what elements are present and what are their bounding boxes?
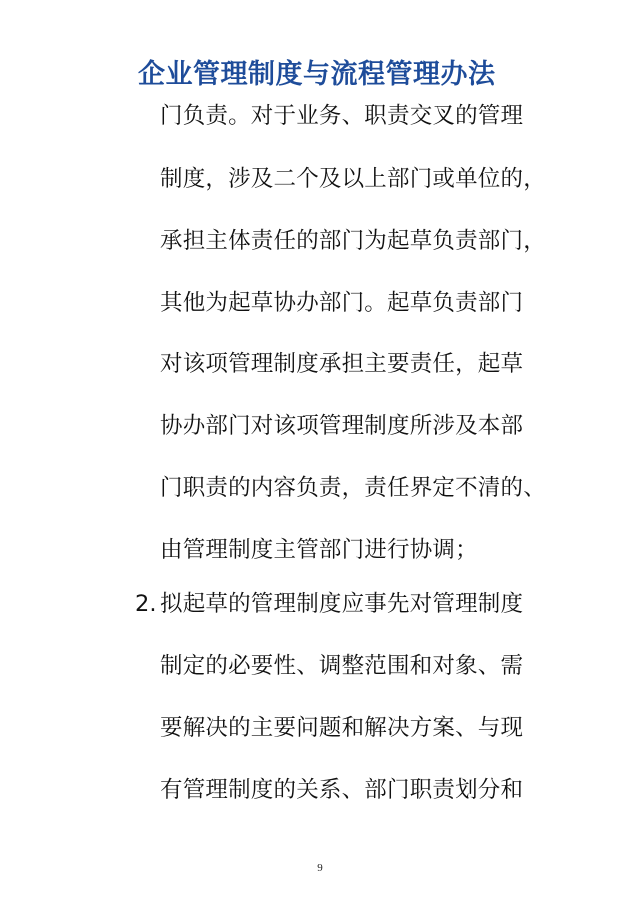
document-title: 企业管理制度与流程管理办法 xyxy=(138,59,496,90)
page-number: 9 xyxy=(317,862,323,874)
body-line: 承担主体责任的部门为起草负责部门， xyxy=(160,228,546,254)
body-line: 门职责的内容负责，责任界定不清的、 xyxy=(160,475,546,501)
body-line: 门负责。对于业务、职责交叉的管理 xyxy=(160,103,524,129)
body-line: 拟起草的管理制度应事先对管理制度 xyxy=(160,591,524,617)
body-line: 协办部门对该项管理制度所涉及本部 xyxy=(160,413,524,439)
body-line: 有管理制度的关系、部门职责划分和 xyxy=(160,777,524,803)
body-line: 对该项管理制度承担主要责任，起草 xyxy=(160,351,524,377)
body-line: 制度，涉及二个及以上部门或单位的， xyxy=(160,166,546,192)
body-line: 制定的必要性、调整范围和对象、需 xyxy=(160,653,524,679)
list-item-number: 2. xyxy=(135,591,157,617)
body-line: 其他为起草协办部门。起草负责部门 xyxy=(160,290,524,316)
body-line: 由管理制度主管部门进行协调； xyxy=(160,537,478,563)
body-line: 要解决的主要问题和解决方案、与现 xyxy=(160,715,524,741)
